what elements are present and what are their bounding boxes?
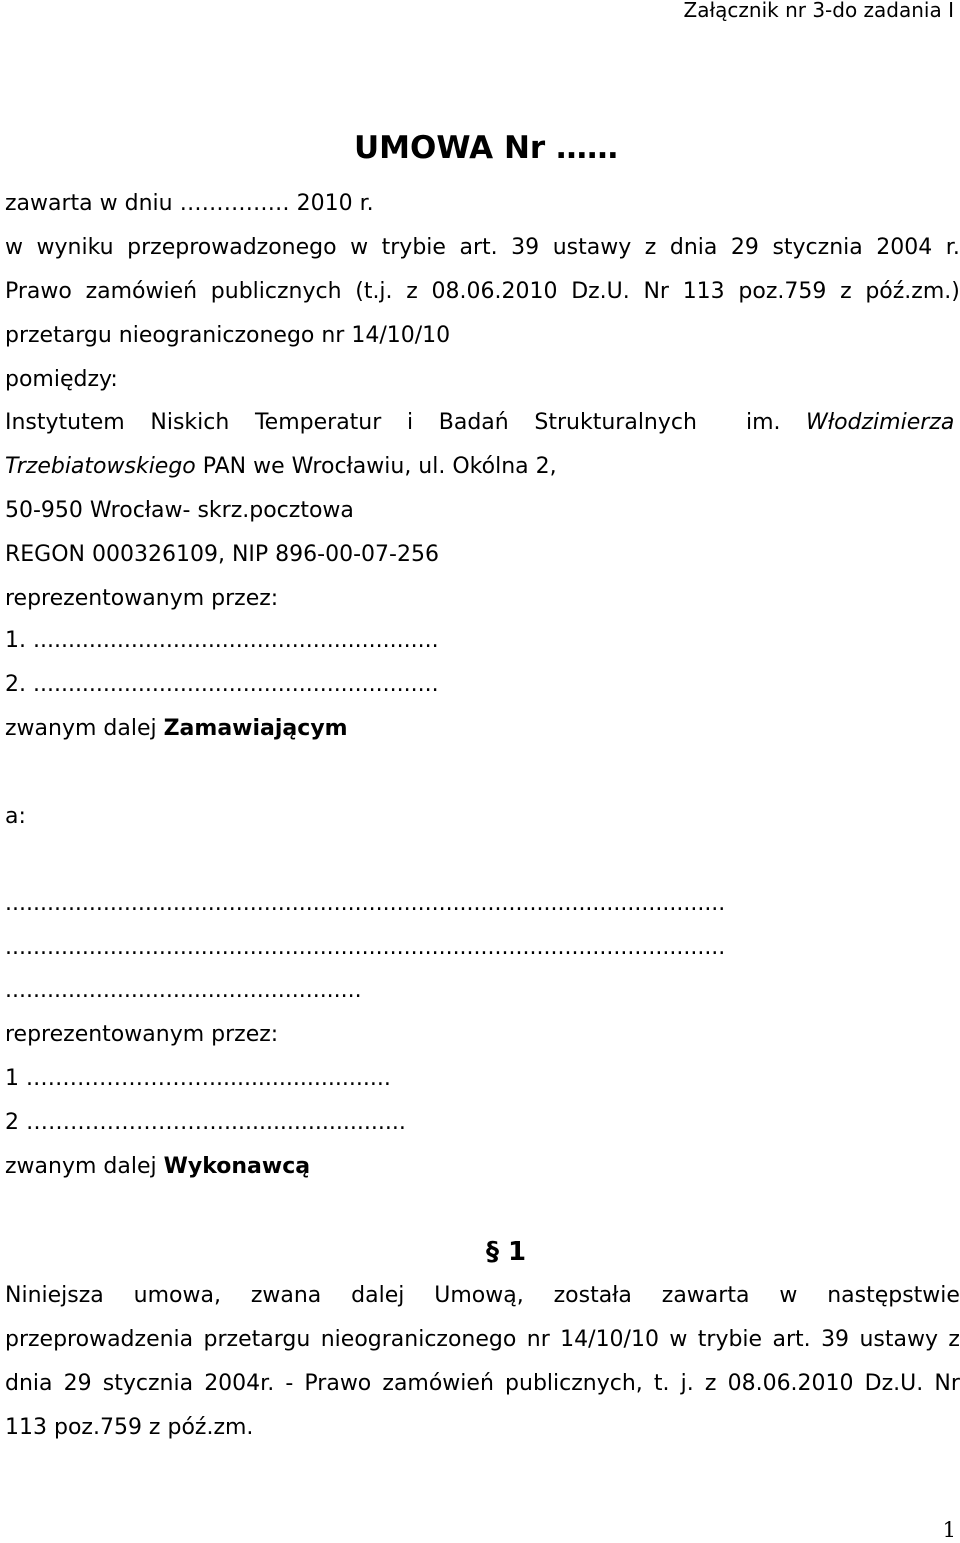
- word: zawarta: [661, 1283, 750, 1308]
- word: póź.zm.): [865, 279, 960, 304]
- word: zamówień: [85, 279, 198, 304]
- word: art.: [772, 1327, 811, 1352]
- word: trybie: [697, 1327, 763, 1352]
- word: z: [704, 1371, 717, 1396]
- word: 14/10/10: [560, 1327, 659, 1352]
- and-line: a:: [5, 804, 26, 829]
- word: trybie: [381, 235, 446, 260]
- date-line: zawarta w dniu …………… 2010 r.: [5, 191, 374, 216]
- word: w: [669, 1327, 688, 1352]
- page-number: 1: [942, 1518, 956, 1542]
- word: w: [5, 235, 23, 260]
- word: dnia: [669, 235, 718, 260]
- contractor-dots-1: .......................................................................................................: [5, 893, 726, 915]
- word: Umową,: [434, 1283, 524, 1308]
- word: (t.j.: [355, 279, 393, 304]
- basis-line-1: [5, 237, 960, 259]
- word: z: [948, 1327, 960, 1352]
- word: dnia: [5, 1371, 53, 1396]
- word: w: [350, 235, 369, 260]
- word: w: [779, 1283, 798, 1308]
- word: przeprowadzonego: [127, 235, 337, 260]
- word: j.: [680, 1371, 694, 1396]
- word: Badań: [438, 410, 509, 435]
- contractor-rep-2-line: 2 ………………………..........................: [5, 1110, 406, 1135]
- word: 29: [63, 1371, 92, 1396]
- word: r.: [945, 235, 960, 260]
- word: nieograniczonego: [320, 1327, 517, 1352]
- between-line: pomiędzy:: [5, 367, 118, 392]
- document-title: UMOWA Nr ……: [354, 130, 618, 166]
- contractor-dots-2: .......................................................................................................: [5, 937, 726, 959]
- word: Prawo: [5, 279, 72, 304]
- word: przeprowadzenia: [5, 1327, 194, 1352]
- word: nr: [526, 1327, 550, 1352]
- word: z: [644, 235, 657, 260]
- postal-line: 50-950 Wrocław- skrz.pocztowa: [5, 498, 354, 523]
- basis-line-2: [5, 281, 960, 303]
- word: 29: [730, 235, 759, 260]
- word: i: [406, 410, 414, 435]
- word: t.: [653, 1371, 670, 1396]
- word: stycznia: [772, 235, 863, 260]
- word: 39: [511, 235, 540, 260]
- word: Dz.U.: [864, 1371, 924, 1396]
- word: z: [840, 279, 852, 304]
- word: Temperatur: [254, 410, 382, 435]
- section-heading: § 1: [486, 1237, 527, 1267]
- ordering-party-term: Zamawiającym: [163, 716, 348, 741]
- word: 2004: [876, 235, 933, 260]
- word: art.: [459, 235, 498, 260]
- body-line-3: [5, 1373, 960, 1395]
- word: 08.06.2010: [431, 279, 558, 304]
- word: Nr: [643, 279, 669, 304]
- representative-2-line: 2. ..........................................................: [5, 672, 439, 697]
- word: następstwie: [827, 1283, 960, 1308]
- institute-line-2: [5, 456, 557, 478]
- word: 39: [821, 1327, 850, 1352]
- represented-by-line-2: reprezentowanym przez:: [5, 1022, 279, 1047]
- called-prefix: zwanym dalej: [5, 716, 164, 741]
- representative-1-line: 1. ..........................................................: [5, 628, 439, 653]
- institute-line-1c: Włodzimierza: [806, 410, 955, 435]
- institute-name-italic: Trzebiatowskiego: [5, 454, 196, 479]
- institute-line-1a: [5, 412, 697, 434]
- called-contractor-line: [5, 1156, 310, 1178]
- tender-line: przetargu nieograniczonego nr 14/10/10: [5, 323, 451, 348]
- word: 113: [682, 279, 725, 304]
- word: Niniejsza: [5, 1283, 104, 1308]
- word: Niskich: [150, 410, 230, 435]
- contractor-term: Wykonawcą: [163, 1154, 311, 1179]
- word: -: [285, 1371, 294, 1396]
- word: publicznych,: [505, 1371, 643, 1396]
- word: poz.759: [738, 279, 827, 304]
- word: stycznia: [102, 1371, 194, 1396]
- word: Instytutem: [5, 410, 125, 435]
- called-ordering-party-line: [5, 718, 348, 740]
- word: wyniku: [36, 235, 114, 260]
- word: Dz.U.: [571, 279, 630, 304]
- word: 2004r.: [204, 1371, 275, 1396]
- word: ustawy: [859, 1327, 938, 1352]
- word: dalej: [351, 1283, 405, 1308]
- represented-by-line-1: reprezentowanym przez:: [5, 586, 279, 611]
- body-line-2: [5, 1329, 960, 1351]
- contractor-dots-3: ...................................................: [5, 980, 362, 1002]
- word: zamówień: [382, 1371, 494, 1396]
- institute-address: PAN we Wrocławiu, ul. Okólna 2,: [195, 454, 557, 479]
- word: Strukturalnych: [534, 410, 697, 435]
- word: została: [553, 1283, 632, 1308]
- word: publicznych: [210, 279, 342, 304]
- contractor-rep-1-line: 1 .……………………..........................: [5, 1066, 391, 1091]
- word: z: [406, 279, 418, 304]
- word: przetargu: [203, 1327, 311, 1352]
- word: Nr: [934, 1371, 960, 1396]
- word: Prawo: [304, 1371, 372, 1396]
- body-line-1: [5, 1285, 960, 1307]
- attachment-label: Załącznik nr 3-do zadania I: [683, 0, 954, 22]
- word: ustawy: [552, 235, 632, 260]
- word: zwana: [250, 1283, 322, 1308]
- word: umowa,: [133, 1283, 221, 1308]
- regon-line: REGON 000326109, NIP 896-00-07-256: [5, 542, 439, 567]
- institute-line-1b: im.: [746, 410, 781, 435]
- word: 08.06.2010: [727, 1371, 854, 1396]
- called-prefix: zwanym dalej: [5, 1154, 164, 1179]
- body-line-4: 113 poz.759 z póź.zm.: [5, 1415, 254, 1440]
